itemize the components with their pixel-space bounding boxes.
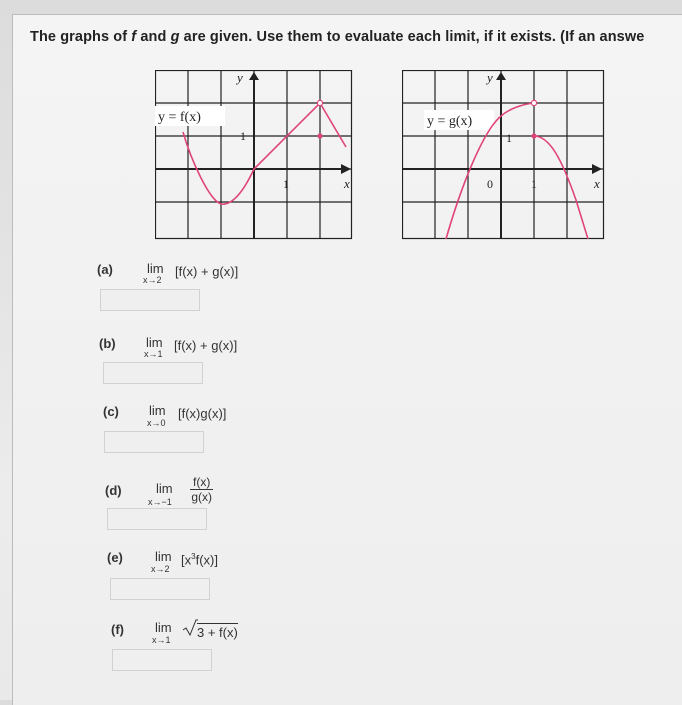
part-f-expression: 3 + f(x) [197,625,238,640]
part-d-lim-sub: x→−1 [148,497,172,507]
part-c-lim: lim [149,403,166,418]
part-e-expression: $[x^3f(x)]$ [181,552,218,568]
part-b-lim: lim [146,335,163,350]
part-b-expression: [f(x) + g(x)] [174,338,238,353]
part-d-lim: lim [156,481,173,496]
graph-g [402,70,605,240]
graph-g-grid [402,70,604,239]
part-a-label: (a) [97,262,113,277]
part-f-label: (f) [111,622,124,637]
part-c-expression: [f(x)g(x)] [178,406,227,421]
part-f-answer-input[interactable] [112,649,212,671]
part-a-lim-sub: x→2 [143,275,162,285]
graph-f-open-point [317,100,322,105]
part-d-numerator: f(x) [190,475,213,490]
part-a-expression: [f(x) + g(x)] [175,264,239,279]
part-a-lim: lim [147,261,164,276]
part-b-lim-sub: x→1 [144,349,163,359]
part-d-answer-input[interactable] [107,508,207,530]
part-c-answer-input[interactable] [104,431,204,453]
graph-f-y-tick: 1 [240,129,246,143]
graph-g-x-axis-label: x [594,176,600,191]
graph-g-label: y = g(x) [427,114,473,129]
part-c-lim-sub: x→0 [147,418,166,428]
part-e-answer-input[interactable] [110,578,210,600]
part-e-lim-sub: x→2 [151,564,170,574]
graph-g-filled-point [531,133,536,138]
graph-g-axes [402,76,600,239]
graph-g-x-tick: 1 [531,177,537,191]
part-d-label: (d) [105,483,122,498]
part-e-label: (e) [107,550,123,565]
graph-f-label: y = f(x) [158,110,201,125]
part-b-answer-input[interactable] [103,362,203,384]
square-root-icon [182,619,198,637]
graph-f-x-axis-label: x [344,176,350,191]
graph-g-open-point [531,100,536,105]
graph-g-y-arrow [496,72,506,80]
graph-g-x-arrow [592,164,602,174]
graph-f-x-tick: 1 [283,177,289,191]
part-c-label: (c) [103,404,119,419]
part-b-label: (b) [99,336,116,351]
graph-f-x-arrow [341,164,351,174]
graph-g-zero-tick: 0 [487,177,493,191]
graph-f-y-arrow [249,72,259,80]
part-d-denominator: g(x) [191,490,212,504]
part-f-lim: lim [155,620,172,635]
graph-f [155,70,353,240]
graph-g-y-tick: 1 [506,131,512,145]
graph-f-filled-point [317,133,322,138]
question-instruction: The graphs of f and g are given. Use them to evaluate each limit, if it exists. (If an answe [30,29,645,45]
part-d-fraction [190,475,213,504]
graph-f-y-axis-label: y [237,70,243,85]
part-a-answer-input[interactable] [100,289,200,311]
part-f-lim-sub: x→1 [152,635,171,645]
graph-g-y-axis-label: y [487,70,493,85]
graph-g-curve-right [534,136,588,239]
part-e-lim: lim [155,549,172,564]
